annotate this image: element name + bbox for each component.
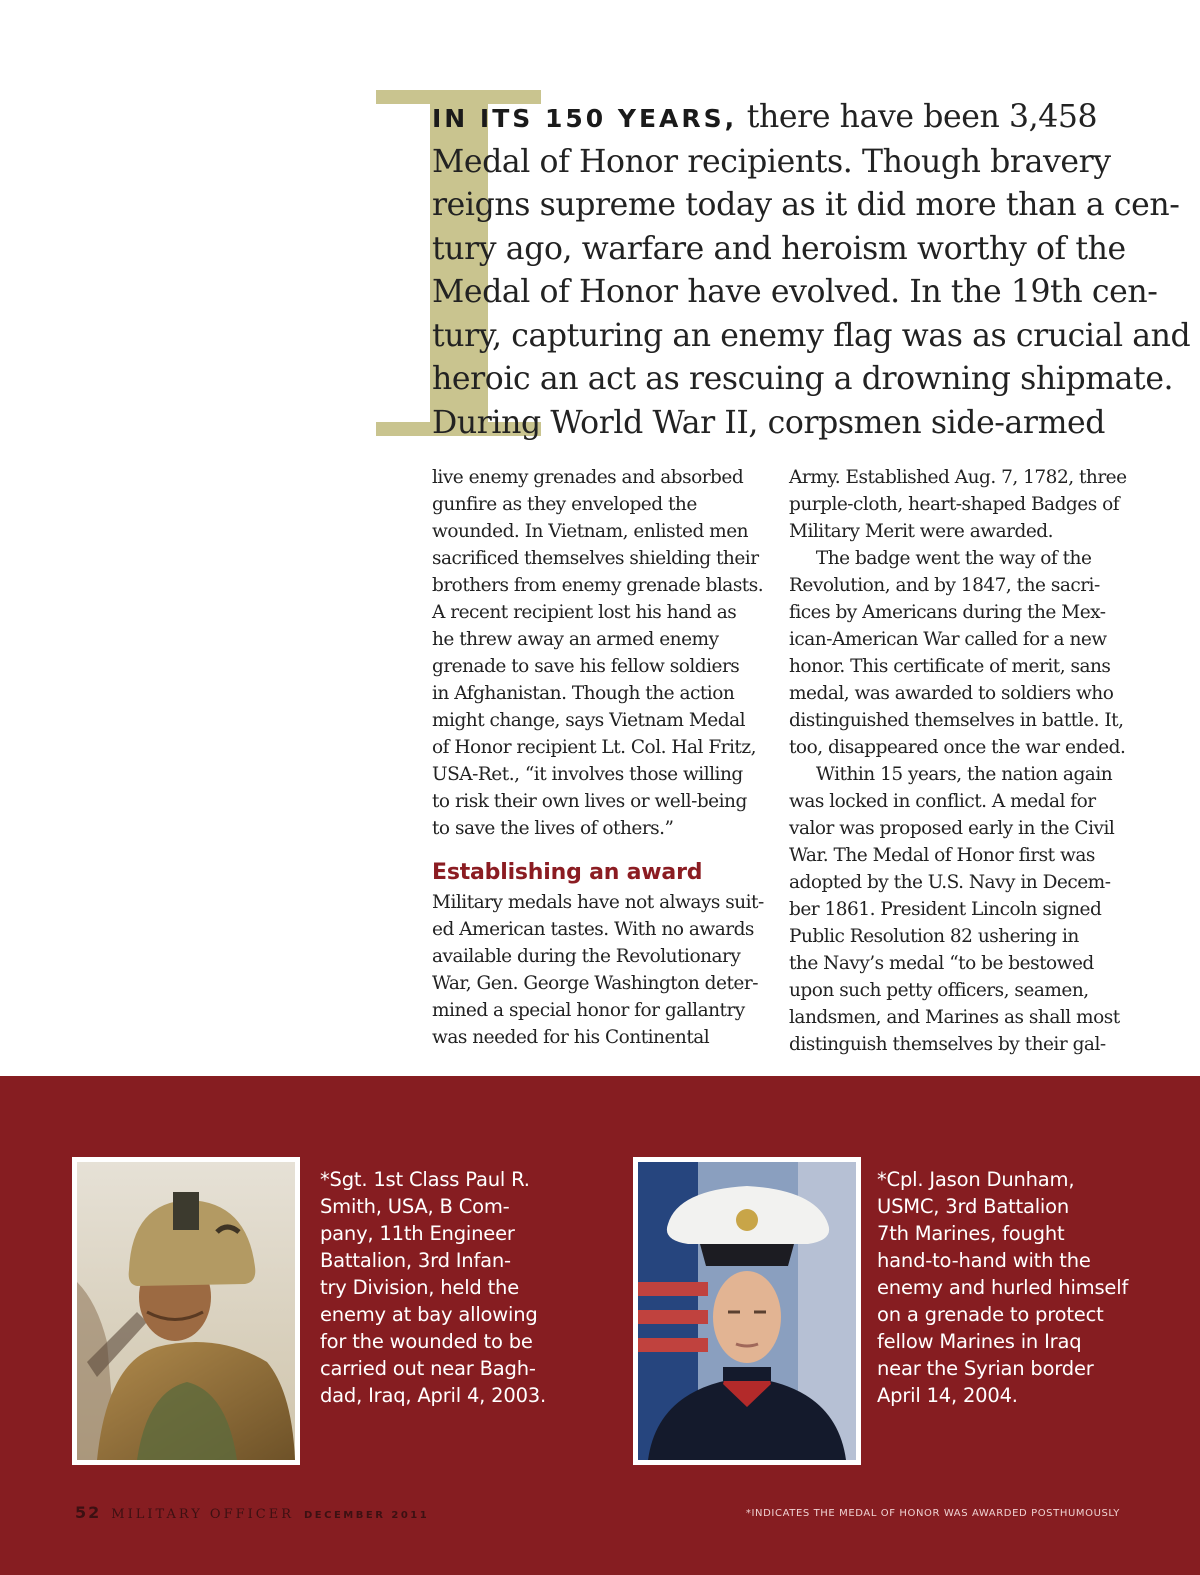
body-line: sacrificed themselves shielding their [432, 548, 759, 569]
caption-line: 7th Marines, fought [877, 1222, 1065, 1245]
body-line: USA-Ret., “it involves those willing [432, 764, 743, 785]
caption-line: enemy at bay allowing [320, 1303, 538, 1326]
body-line: available during the Revolutionary [432, 946, 741, 967]
caption-line: try Division, held the [320, 1276, 520, 1299]
body-line: The badge went the way of the [789, 548, 1092, 569]
body-line: might change, says Vietnam Medal [432, 710, 746, 731]
body-line: adopted by the U.S. Navy in Decem- [789, 872, 1111, 893]
body-line: distinguished themselves in battle. It, [789, 710, 1124, 731]
caption-line: Smith, USA, B Com- [320, 1195, 510, 1218]
body-line: purple-cloth, heart-shaped Badges of [789, 494, 1120, 515]
body-line: in Afghanistan. Though the action [432, 683, 735, 704]
body-line: was needed for his Continental [432, 1027, 710, 1048]
intro-line: IN ITS 150 YEARS, there have been 3,458 [432, 99, 1098, 135]
caption-line: hand-to-hand with the [877, 1249, 1091, 1272]
body-line: gunfire as they enveloped the [432, 494, 697, 515]
intro-line: Medal of Honor recipients. Though bravery [432, 143, 1111, 180]
body-line: brothers from enemy grenade blasts. [432, 575, 764, 596]
body-line: Revolution, and by 1847, the sacri- [789, 575, 1100, 596]
body-line: Within 15 years, the nation again [789, 764, 1113, 785]
posthumous-footnote: *INDICATES THE MEDAL OF HONOR WAS AWARDED POSTHUMOUSLY [745, 1508, 1120, 1519]
body-line: upon such petty officers, seamen, [789, 980, 1089, 1001]
caption-line: USMC, 3rd Battalion [877, 1195, 1070, 1218]
soldier-photo-left [72, 1157, 300, 1465]
body-line: to save the lives of others.” [432, 818, 674, 839]
body-line: too, disappeared once the war ended. [789, 737, 1126, 758]
intro-line: heroic an act as rescuing a drowning shipmate. [432, 361, 1174, 397]
body-line: valor was proposed early in the Civil [789, 818, 1115, 839]
intro-line: tury ago, warfare and heroism worthy of the [432, 230, 1126, 267]
caption-line: for the wounded to be [320, 1330, 533, 1353]
body-line: Public Resolution 82 ushering in [789, 926, 1079, 947]
caption-line: carried out near Bagh- [320, 1357, 536, 1380]
body-line: A recent recipient lost his hand as [432, 602, 737, 623]
body-column-left [432, 464, 772, 1051]
body-line: ber 1861. President Lincoln signed [789, 899, 1102, 920]
body-line: he threw away an armed enemy [432, 629, 719, 650]
body-line: distinguish themselves by their gal- [789, 1034, 1106, 1055]
caption-line: near the Syrian border [877, 1357, 1094, 1380]
intro-line: During World War II, corpsmen side-armed [432, 404, 1106, 441]
intro-line: Medal of Honor have evolved. In the 19th cen- [432, 274, 1158, 310]
body-line: to risk their own lives or well-being [432, 791, 747, 812]
body-line: grenade to save his fellow soldiers [432, 656, 740, 677]
body-line: medal, was awarded to soldiers who [789, 683, 1114, 704]
body-line: mined a special honor for gallantry [432, 1000, 745, 1021]
photo-caption-right [877, 1166, 1177, 1409]
caption-line: *Cpl. Jason Dunham, [877, 1168, 1075, 1191]
body-line: Military medals have not always suit- [432, 892, 764, 913]
body-line: fices by Americans during the Mex- [789, 602, 1106, 623]
caption-line: *Sgt. 1st Class Paul R. [320, 1168, 530, 1191]
body-line: was locked in conflict. A medal for [789, 791, 1096, 812]
body-line: the Navy’s medal “to be bestowed [789, 953, 1094, 974]
lead-in: IN ITS 150 YEARS, [432, 104, 738, 133]
body-line: War, Gen. George Washington deter- [432, 973, 758, 994]
body-line: Military Merit were awarded. [789, 521, 1054, 542]
caption-line: fellow Marines in Iraq [877, 1330, 1082, 1353]
page-number: 52 [75, 1503, 102, 1522]
soldier-portrait-image [77, 1162, 295, 1460]
marine-photo-right [633, 1157, 861, 1465]
paragraph-gap [432, 842, 772, 859]
intro-paragraph [432, 96, 1191, 445]
body-line: wounded. In Vietnam, enlisted men [432, 521, 749, 542]
caption-line: Battalion, 3rd Infan- [320, 1249, 511, 1272]
photo-caption-left [320, 1166, 580, 1409]
body-line: landsmen, and Marines as shall most [789, 1007, 1120, 1028]
body-column-right [789, 464, 1129, 1058]
body-line: live enemy grenades and absorbed [432, 467, 744, 488]
body-line: Army. Established Aug. 7, 1782, three [789, 467, 1127, 488]
body-line: ican-American War called for a new [789, 629, 1107, 650]
page-footer [75, 1503, 429, 1522]
body-line: ed American tastes. With no awards [432, 919, 754, 940]
body-line: honor. This certificate of merit, sans [789, 656, 1111, 677]
caption-line: pany, 11th Engineer [320, 1222, 515, 1245]
caption-line: enemy and hurled himself [877, 1276, 1129, 1299]
issue-date: DECEMBER 2011 [304, 1510, 430, 1521]
intro-line: tury, capturing an enemy flag was as crucial and [432, 317, 1191, 354]
intro-line: reigns supreme today as it did more than a cen- [432, 187, 1180, 223]
body-line: War. The Medal of Honor first was [789, 845, 1095, 866]
section-subhead: Establishing an award [432, 860, 703, 885]
caption-line: April 14, 2004. [877, 1384, 1018, 1407]
magazine-name: MILITARY OFFICER [111, 1507, 294, 1522]
caption-line: on a grenade to protect [877, 1303, 1104, 1326]
caption-line: dad, Iraq, April 4, 2003. [320, 1384, 546, 1407]
marine-portrait-image [638, 1162, 856, 1460]
body-line: of Honor recipient Lt. Col. Hal Fritz, [432, 737, 756, 758]
